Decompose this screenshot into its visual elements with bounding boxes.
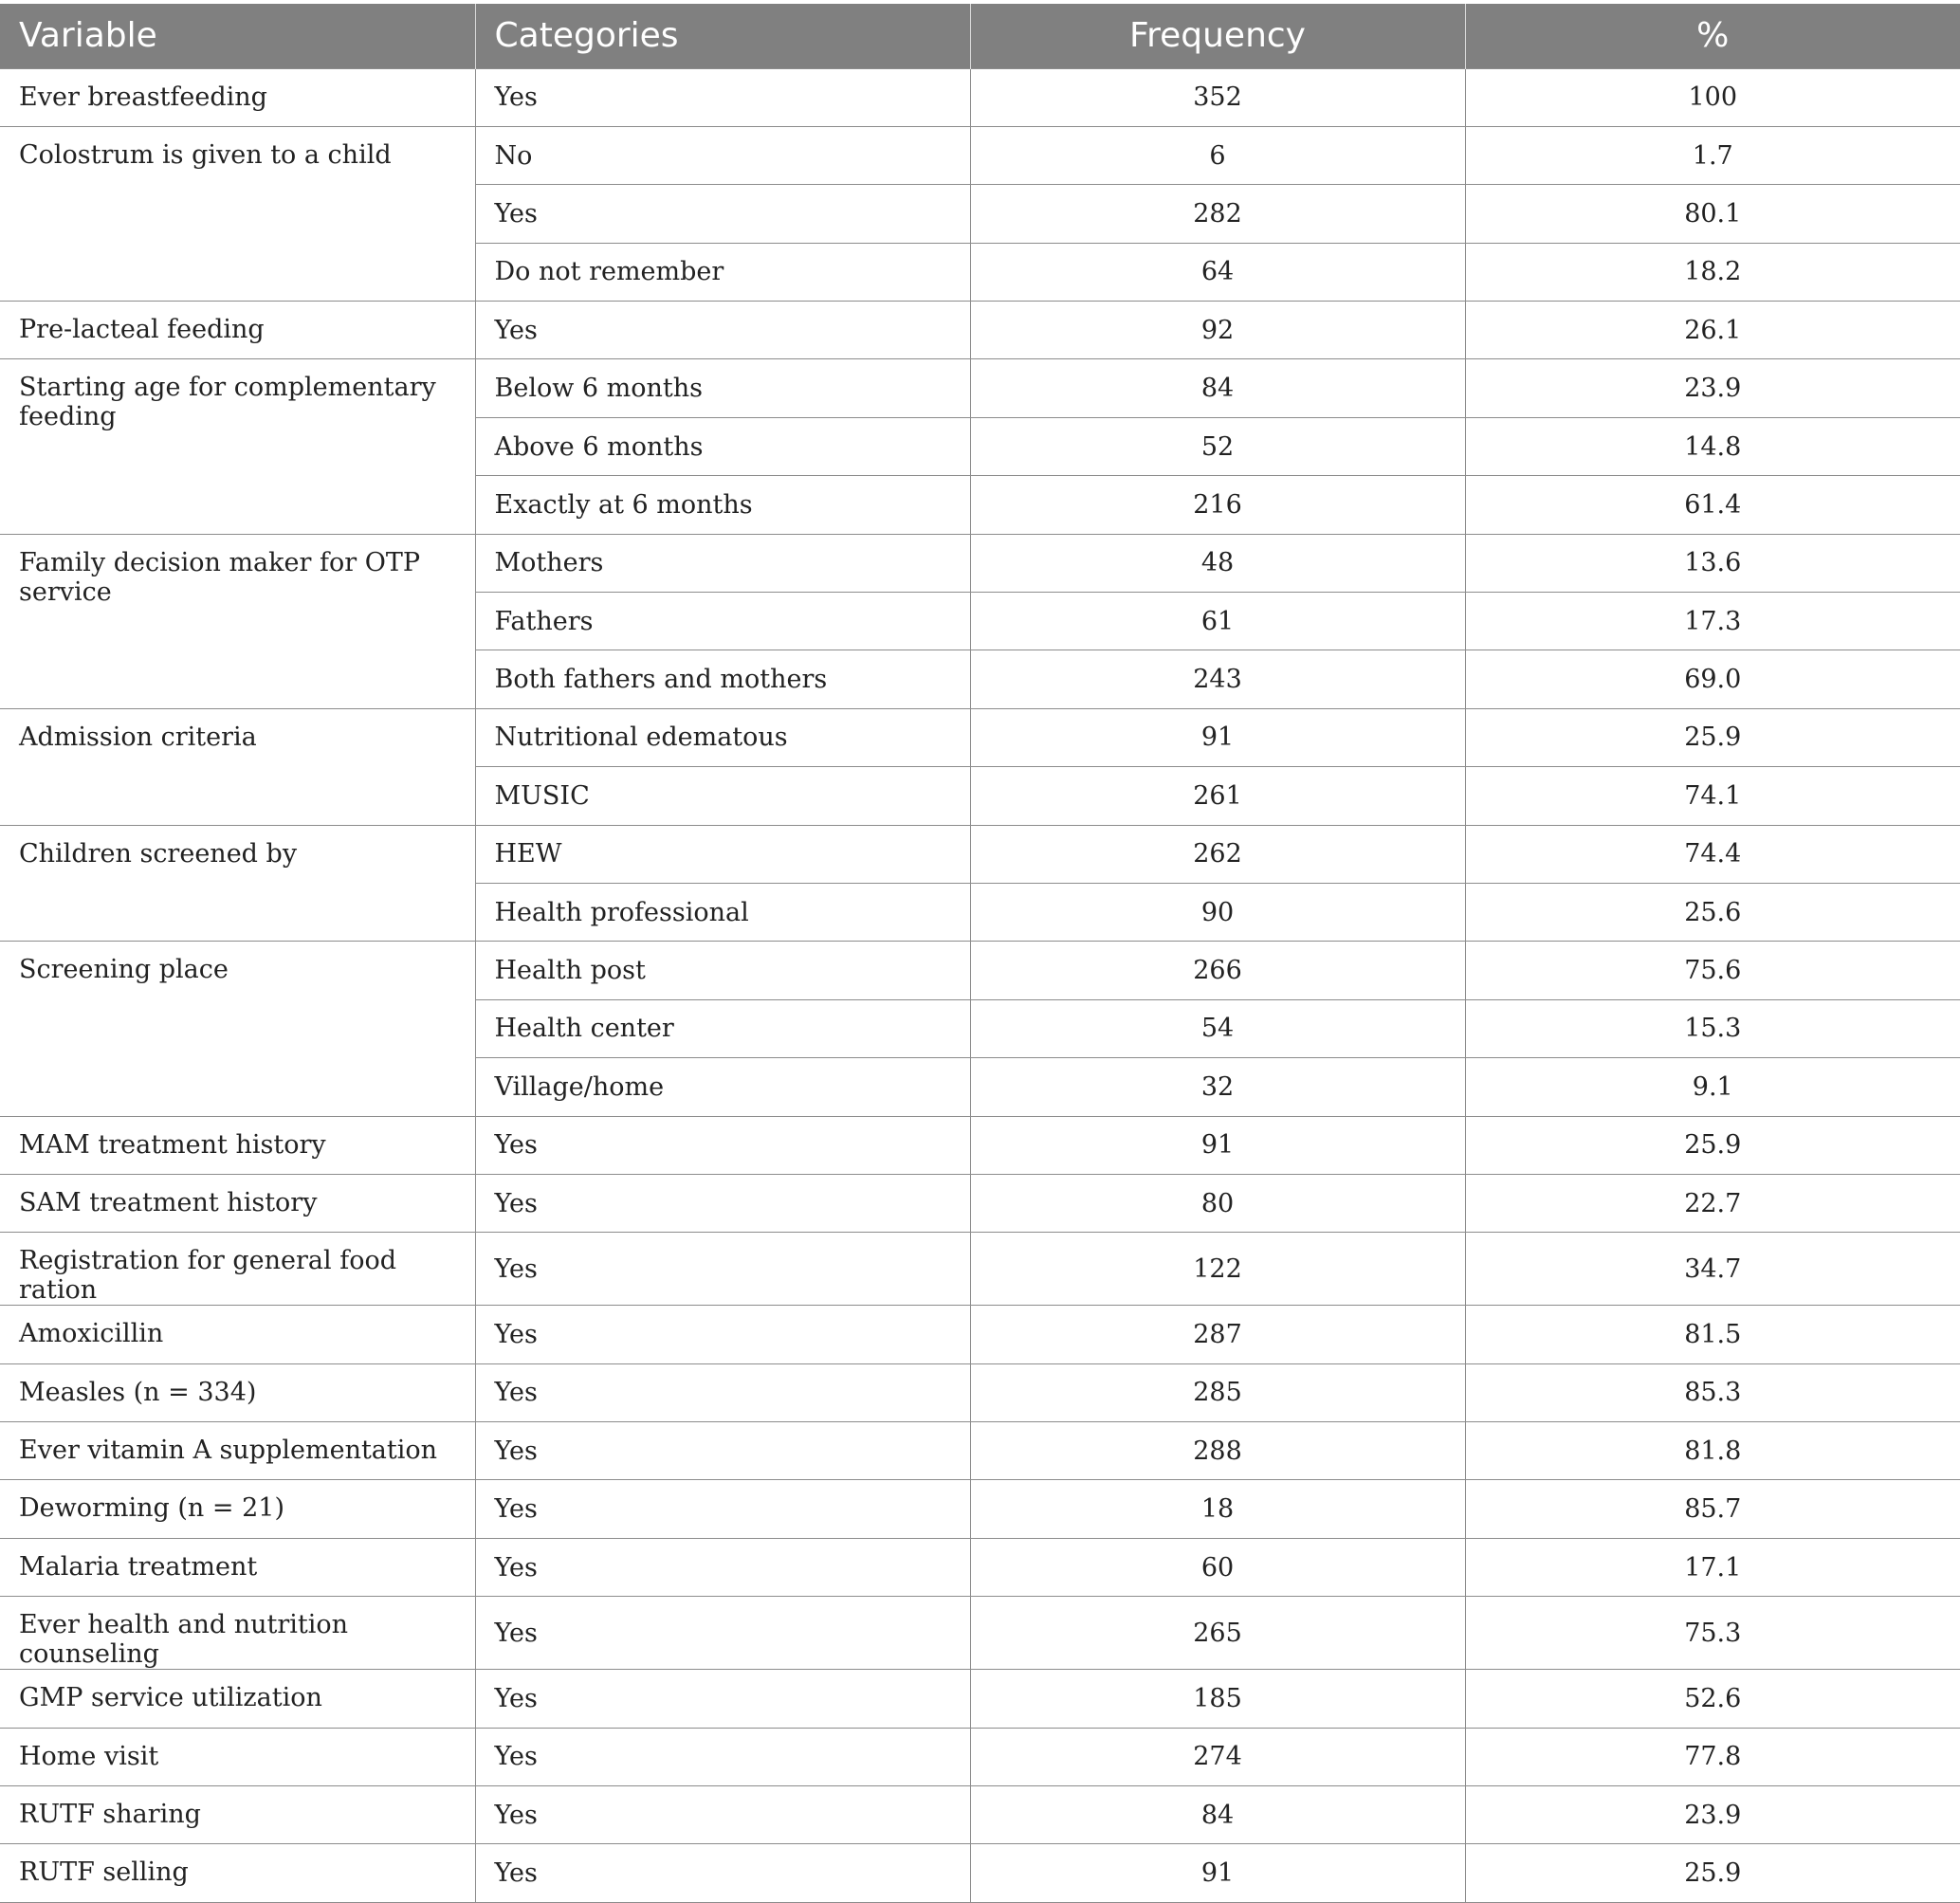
- data-table: [0, 4, 1960, 1903]
- percent-cell: 75.6: [1465, 942, 1960, 999]
- table-row: [0, 708, 1960, 766]
- table-row: [0, 1233, 1960, 1306]
- category-cell: Yes: [475, 1233, 970, 1306]
- percent-cell: 52.6: [1465, 1670, 1960, 1728]
- percent-cell: 26.1: [1465, 302, 1960, 359]
- table-row: [0, 126, 1960, 184]
- percent-cell: 22.7: [1465, 1174, 1960, 1232]
- category-cell: Yes: [475, 1728, 970, 1785]
- header-categories: Categories: [475, 4, 970, 68]
- percent-cell: 75.3: [1465, 1597, 1960, 1670]
- table-row: [0, 1116, 1960, 1174]
- variable-cell: RUTF selling: [0, 1844, 475, 1902]
- category-cell: Yes: [475, 1422, 970, 1480]
- table-row: [0, 1786, 1960, 1844]
- frequency-cell: 243: [970, 650, 1465, 708]
- header-row: [0, 4, 1960, 68]
- category-cell: Health post: [475, 942, 970, 999]
- table-row: [0, 942, 1960, 999]
- frequency-cell: 52: [970, 417, 1465, 475]
- variable-cell: Measles (n = 334): [0, 1363, 475, 1421]
- category-cell: Above 6 months: [475, 417, 970, 475]
- percent-cell: 81.8: [1465, 1422, 1960, 1480]
- category-cell: Health center: [475, 999, 970, 1057]
- frequency-cell: 91: [970, 1844, 1465, 1902]
- frequency-cell: 352: [970, 68, 1465, 126]
- percent-cell: 13.6: [1465, 534, 1960, 592]
- variable-cell: Pre-lacteal feeding: [0, 302, 475, 359]
- category-cell: Yes: [475, 1480, 970, 1538]
- frequency-cell: 80: [970, 1174, 1465, 1232]
- variable-cell: Children screened by: [0, 825, 475, 942]
- frequency-cell: 287: [970, 1306, 1465, 1363]
- table-row: [0, 1844, 1960, 1902]
- frequency-cell: 285: [970, 1363, 1465, 1421]
- header-variable: Variable: [0, 4, 475, 68]
- table-row: [0, 1597, 1960, 1670]
- frequency-cell: 282: [970, 185, 1465, 243]
- variable-cell: Ever vitamin A supplementation: [0, 1422, 475, 1480]
- percent-cell: 17.1: [1465, 1538, 1960, 1596]
- category-cell: Yes: [475, 1306, 970, 1363]
- frequency-cell: 6: [970, 126, 1465, 184]
- table-row: [0, 1422, 1960, 1480]
- percent-cell: 74.4: [1465, 825, 1960, 883]
- frequency-cell: 122: [970, 1233, 1465, 1306]
- frequency-cell: 48: [970, 534, 1465, 592]
- frequency-cell: 265: [970, 1597, 1465, 1670]
- variable-cell: Malaria treatment: [0, 1538, 475, 1596]
- percent-cell: 69.0: [1465, 650, 1960, 708]
- percent-cell: 17.3: [1465, 593, 1960, 650]
- category-cell: Yes: [475, 1670, 970, 1728]
- variable-cell: SAM treatment history: [0, 1174, 475, 1232]
- frequency-cell: 216: [970, 476, 1465, 534]
- category-cell: Health professional: [475, 883, 970, 941]
- category-cell: Do not remember: [475, 243, 970, 301]
- category-cell: Yes: [475, 185, 970, 243]
- variable-cell: Home visit: [0, 1728, 475, 1785]
- percent-cell: 77.8: [1465, 1728, 1960, 1785]
- category-cell: No: [475, 126, 970, 184]
- frequency-cell: 84: [970, 359, 1465, 417]
- variable-cell: Registration for general food ration: [0, 1233, 475, 1306]
- table-row: [0, 68, 1960, 126]
- category-cell: Yes: [475, 1538, 970, 1596]
- frequency-cell: 92: [970, 302, 1465, 359]
- frequency-cell: 60: [970, 1538, 1465, 1596]
- frequency-cell: 185: [970, 1670, 1465, 1728]
- percent-cell: 34.7: [1465, 1233, 1960, 1306]
- table-row: [0, 359, 1960, 417]
- frequency-cell: 91: [970, 708, 1465, 766]
- header-percent: %: [1465, 4, 1960, 68]
- variable-cell: GMP service utilization: [0, 1670, 475, 1728]
- frequency-cell: 84: [970, 1786, 1465, 1844]
- category-cell: Yes: [475, 68, 970, 126]
- table-body: [0, 68, 1960, 1902]
- percent-cell: 85.3: [1465, 1363, 1960, 1421]
- percent-cell: 74.1: [1465, 767, 1960, 825]
- table-row: [0, 1538, 1960, 1596]
- percent-cell: 85.7: [1465, 1480, 1960, 1538]
- table-row: [0, 1480, 1960, 1538]
- category-cell: Yes: [475, 302, 970, 359]
- category-cell: Yes: [475, 1844, 970, 1902]
- table-row: [0, 1670, 1960, 1728]
- percent-cell: 25.9: [1465, 708, 1960, 766]
- percent-cell: 25.9: [1465, 1116, 1960, 1174]
- frequency-cell: 61: [970, 593, 1465, 650]
- category-cell: Below 6 months: [475, 359, 970, 417]
- table-row: [0, 302, 1960, 359]
- category-cell: Nutritional edematous: [475, 708, 970, 766]
- variable-cell: Screening place: [0, 942, 475, 1116]
- frequency-cell: 32: [970, 1058, 1465, 1116]
- percent-cell: 61.4: [1465, 476, 1960, 534]
- variable-cell: RUTF sharing: [0, 1786, 475, 1844]
- category-cell: Yes: [475, 1363, 970, 1421]
- percent-cell: 80.1: [1465, 185, 1960, 243]
- category-cell: Fathers: [475, 593, 970, 650]
- frequency-cell: 266: [970, 942, 1465, 999]
- frequency-cell: 274: [970, 1728, 1465, 1785]
- variable-cell: MAM treatment history: [0, 1116, 475, 1174]
- category-cell: Mothers: [475, 534, 970, 592]
- category-cell: Village/home: [475, 1058, 970, 1116]
- percent-cell: 9.1: [1465, 1058, 1960, 1116]
- percent-cell: 23.9: [1465, 1786, 1960, 1844]
- variable-cell: Ever breastfeeding: [0, 68, 475, 126]
- frequency-cell: 262: [970, 825, 1465, 883]
- table-row: [0, 825, 1960, 883]
- frequency-cell: 64: [970, 243, 1465, 301]
- header-frequency: Frequency: [970, 4, 1465, 68]
- category-cell: MUSIC: [475, 767, 970, 825]
- frequency-cell: 288: [970, 1422, 1465, 1480]
- frequency-cell: 91: [970, 1116, 1465, 1174]
- category-cell: HEW: [475, 825, 970, 883]
- percent-cell: 23.9: [1465, 359, 1960, 417]
- variable-cell: Amoxicillin: [0, 1306, 475, 1363]
- percent-cell: 18.2: [1465, 243, 1960, 301]
- category-cell: Exactly at 6 months: [475, 476, 970, 534]
- percent-cell: 15.3: [1465, 999, 1960, 1057]
- percent-cell: 14.8: [1465, 417, 1960, 475]
- percent-cell: 25.9: [1465, 1844, 1960, 1902]
- frequency-cell: 261: [970, 767, 1465, 825]
- frequency-cell: 54: [970, 999, 1465, 1057]
- category-cell: Yes: [475, 1116, 970, 1174]
- category-cell: Both fathers and mothers: [475, 650, 970, 708]
- variable-cell: Ever health and nutrition counseling: [0, 1597, 475, 1670]
- percent-cell: 81.5: [1465, 1306, 1960, 1363]
- percent-cell: 1.7: [1465, 126, 1960, 184]
- percent-cell: 25.6: [1465, 883, 1960, 941]
- variable-cell: Deworming (n = 21): [0, 1480, 475, 1538]
- table-row: [0, 1728, 1960, 1785]
- category-cell: Yes: [475, 1597, 970, 1670]
- category-cell: Yes: [475, 1174, 970, 1232]
- variable-cell: Starting age for complementary feeding: [0, 359, 475, 534]
- table-header: [0, 4, 1960, 68]
- variable-cell: Family decision maker for OTP service: [0, 534, 475, 708]
- percent-cell: 100: [1465, 68, 1960, 126]
- frequency-cell: 18: [970, 1480, 1465, 1538]
- variable-cell: Admission criteria: [0, 708, 475, 825]
- table-row: [0, 534, 1960, 592]
- table-row: [0, 1306, 1960, 1363]
- table-row: [0, 1363, 1960, 1421]
- table-row: [0, 1174, 1960, 1232]
- variable-cell: Colostrum is given to a child: [0, 126, 475, 301]
- category-cell: Yes: [475, 1786, 970, 1844]
- frequency-cell: 90: [970, 883, 1465, 941]
